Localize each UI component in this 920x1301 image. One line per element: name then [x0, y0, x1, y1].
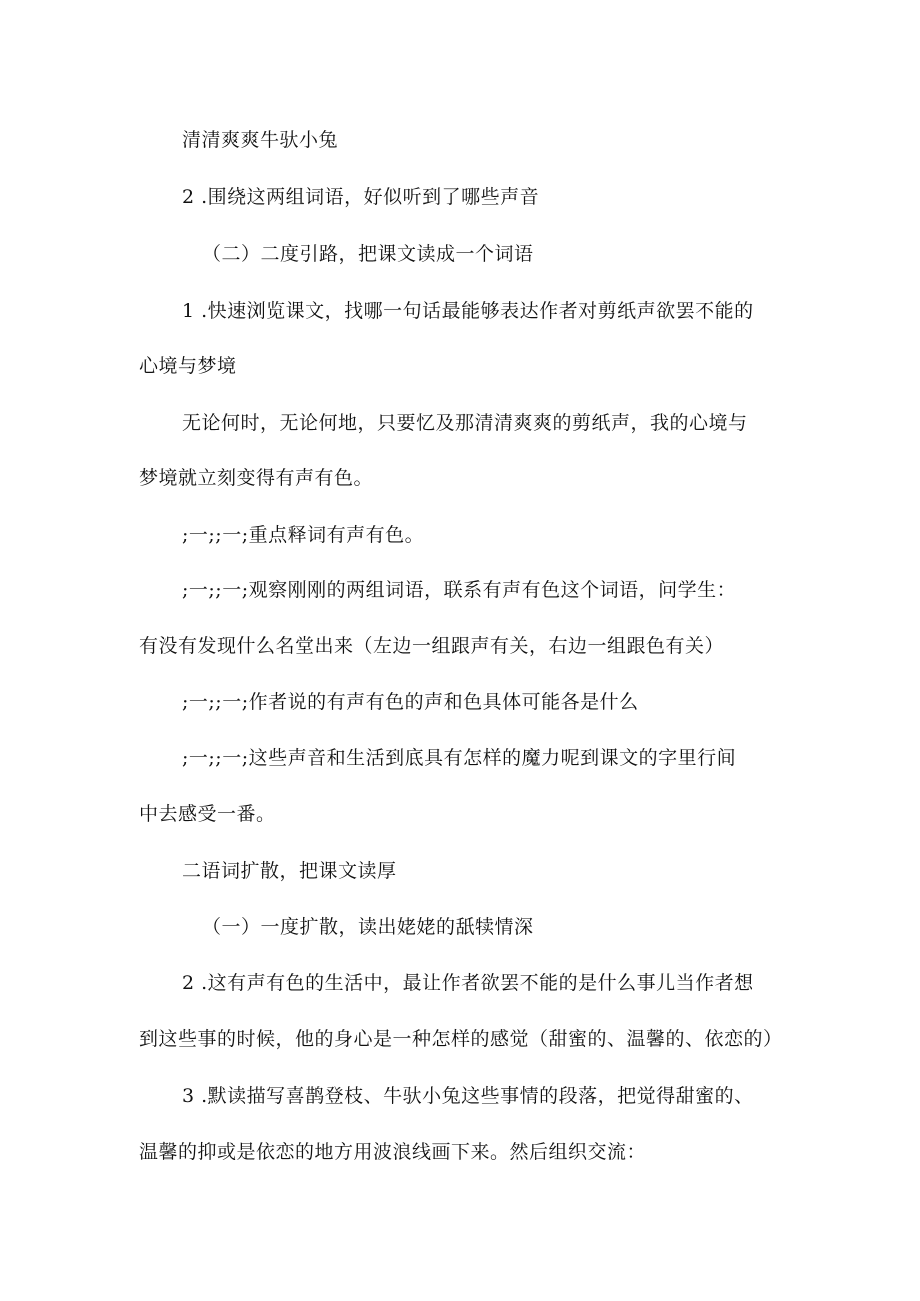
text-line: 1 .快速浏览课文，找哪一句话最能够表达作者对剪纸声欲罢不能的 — [182, 300, 754, 322]
text-line: 无论何时，无论何地，只要忆及那清清爽爽的剪纸声，我的心境与 — [182, 412, 748, 434]
text-line: ;一;;一;观察刚刚的两组词语，联系有声有色这个词语，问学生： — [182, 579, 737, 601]
text-line: 3 .默读描写喜鹊登枝、牛驮小兔这些事情的段落，把觉得甜蜜的、 — [182, 1085, 754, 1107]
text-line: 清清爽爽牛驮小兔 — [182, 129, 339, 151]
text-line: 梦境就立刻变得有声有色。 — [139, 467, 374, 489]
section-heading: 二语词扩散，把课文读厚 — [182, 860, 397, 882]
text-line: 温馨的抑或是依恋的地方用波浪线画下来。然后组织交流： — [139, 1141, 647, 1163]
text-line: 有没有发现什么名堂出来（左边一组跟声有关，右边一组跟色有关） — [139, 635, 725, 657]
text-line: 中去感受一番。 — [139, 803, 276, 825]
text-line: ;一;;一;作者说的有声有色的声和色具体可能各是什么 — [182, 691, 639, 713]
text-line: ;一;;一;重点释词有声有色。 — [182, 524, 425, 546]
text-line: ;一;;一;这些声音和生活到底具有怎样的魔力呢到课文的字里行间 — [182, 747, 737, 769]
text-line: 心境与梦境 — [139, 355, 237, 377]
text-line: 2 .围绕这两组词语，好似听到了哪些声音 — [182, 186, 540, 208]
subsection-heading: （一）一度扩散，读出姥姥的舐犊情深 — [202, 916, 534, 938]
text-line: （二）二度引路，把课文读成一个词语 — [202, 243, 534, 265]
text-line: 2 .这有声有色的生活中，最让作者欲罢不能的是什么事儿当作者想 — [182, 972, 754, 994]
text-line: 到这些事的时候，他的身心是一种怎样的感觉（甜蜜的、温馨的、依恋的） — [139, 1028, 783, 1050]
